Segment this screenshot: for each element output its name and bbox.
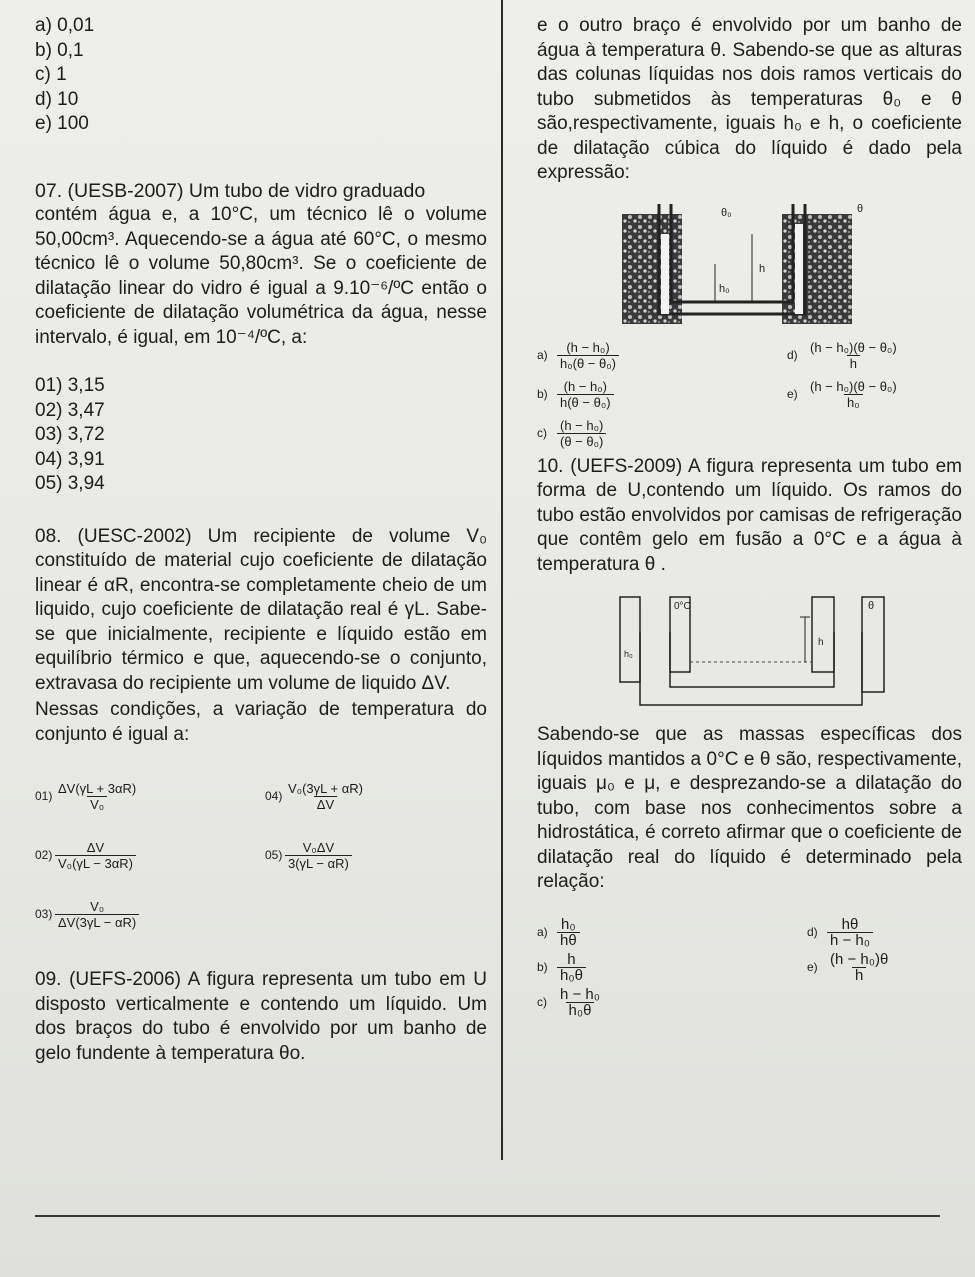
h-label: h	[818, 637, 824, 648]
q08-option: 03) $\frac{\text{V₀}}{\Delta V(3\gamma L - \alpha R)}$	[35, 899, 265, 930]
left-column	[35, 14, 487, 1066]
q09-options	[537, 340, 962, 449]
option-c: c) 1	[35, 64, 67, 85]
q10-figure-utube	[612, 587, 892, 717]
q08-option: 01) $\frac{\Delta V(\gamma L + 3\alpha R)}{\text{V₀}}$	[35, 781, 137, 812]
q07-option-01: 01) 3,15	[35, 375, 105, 396]
q07-body: contém água e, a 10°C, um técnico lê o volume 50,00cm³. Aquecendo-se a água até 60°C, o mesmo técnico lê o volume 50,80cm³. Se o coeficiente de dilatação linear do vidro é igual a 9.10⁻⁶/ºC então o coeficiente de dilatação volumétrica da água, nesse intervalo, é igual, em 10⁻⁴/ºC, a:	[35, 204, 487, 348]
prev-options	[35, 14, 487, 137]
ice-bath	[622, 214, 682, 324]
q09-option: b) $\frac{\text{(h − h₀)}}{\text{h(θ − θ₀)}}$	[537, 379, 787, 410]
q09-option: e) $\frac{\text{(h − h₀)(θ − θ₀)}}{\text{h₀}}$	[787, 378, 897, 410]
q09-continuation: e o outro braço é envolvido por um banho de água à temperatura θ. Sabendo-se que as alturas das colunas líquidas nos dois ramos verticais do tubo submetidos às temperaturas θ₀ e θ são,respectivamente, iguais h₀ e h, o coeficiente de dilatação cúbica do líquido é dado pela expressão:	[537, 15, 962, 183]
q10-body2: Sabendo-se que as massas específicas dos líquidos mantidos a 0°C e θ são, respectivamente, iguais μ₀ e μ, e desprezando-se a dilatação do tubo, com base nos conhecimentos sobre a hidrostática, é correto afirmar que o coeficiente de dilatação real do líquido é determinado pela relação:	[537, 724, 962, 892]
q10-option: a) $\frac{\text{h₀}}{h\theta}$	[537, 917, 807, 948]
h-label: h	[759, 262, 766, 275]
theta-label: θ	[868, 600, 875, 612]
option-e: e) 100	[35, 113, 89, 134]
q10-options	[537, 917, 962, 1018]
option-a: a) 0,01	[35, 15, 95, 36]
q08-body: 08. (UESC-2002) Um recipiente de volume V₀ constituído de material cujo coeficiente de dilatação linear é αR, encontra-se completamente cheio de um liquido, cujo coeficiente de dilatação real é γL. Sabe-se que inicialmente, recipiente e líquido estão em equilíbrio térmico e que, aquecendo-se o conjunto, extravasa do recipiente um volume de liquido ΔV.	[35, 525, 487, 694]
q08-option: 02) $\frac{\Delta V}{\text{V₀(γL − 3αR)}}$	[35, 840, 265, 871]
q10-option: c) $\frac{\text{h − h₀}}{\text{h₀θ}}$	[537, 985, 601, 1019]
q09-body: 09. (UEFS-2006) A figura representa um tubo em U disposto verticalmente e contendo um líquido. Um dos braços do tubo é envolvido por um banho de gelo fundente à temperatura θo.	[35, 969, 487, 1064]
q10-option: b) $\frac{h}{\text{h₀θ}}$	[537, 952, 807, 983]
h0-label: h₀	[719, 282, 730, 295]
q08-question: Nessas condições, a variação de temperatura do conjunto é igual a:	[35, 699, 487, 745]
q08-options	[35, 771, 487, 940]
q07-options	[35, 374, 487, 497]
q08-option: 05) $\frac{\text{V₀ΔV}}{3(\gamma L - \alpha R)}$	[265, 840, 465, 871]
theta0-label: θ₀	[721, 206, 732, 219]
q08-option: 04) $\frac{\text{V₀(3γL + αR)}}{\Delta V}$	[265, 781, 363, 812]
q10-option: e) $\frac{\text{(h − h₀)θ}}{h}$	[807, 950, 889, 984]
theta-label: θ	[857, 202, 864, 215]
right-column	[537, 14, 962, 1024]
q10-option: d) $\frac{h\theta}{\text{h − h₀}}$	[807, 917, 957, 948]
q09-option: c) $\frac{\text{(h − h₀)}}{\text{(θ − θ₀)}}$	[537, 418, 787, 449]
q07-option-02: 02) 3,47	[35, 399, 105, 421]
q07-option-03: 03) 3,72	[35, 424, 105, 445]
q07-title: 07. (UESB-2007) Um tubo de vidro graduado	[35, 179, 426, 202]
q09-option: a) $\frac{\text{(h − h₀)}}{\text{h₀(θ − θ₀)}}$	[537, 340, 787, 371]
q09-option: d) $\frac{\text{(h − h₀)(θ − θ₀)}}{h}$	[787, 339, 897, 371]
q10-body: 10. (UEFS-2009) A figura representa um tubo em forma de U,contendo um líquido. Os ramos do tubo estão envolvidos por camisas de refrigeração que contêm gelo em fusão a 0°C e a água à temperatura θ .	[537, 455, 962, 575]
option-b: b) 0,1	[35, 39, 84, 61]
q07-option-05: 05) 3,94	[35, 473, 105, 494]
h0-label: h₀	[624, 649, 633, 659]
column-divider	[501, 0, 503, 1160]
q09-figure-utube	[617, 194, 877, 334]
zero-celsius-label: 0°C	[674, 601, 691, 612]
bottom-rule	[35, 1215, 940, 1217]
q07-option-04: 04) 3,91	[35, 448, 105, 470]
option-d: d) 10	[35, 88, 79, 110]
